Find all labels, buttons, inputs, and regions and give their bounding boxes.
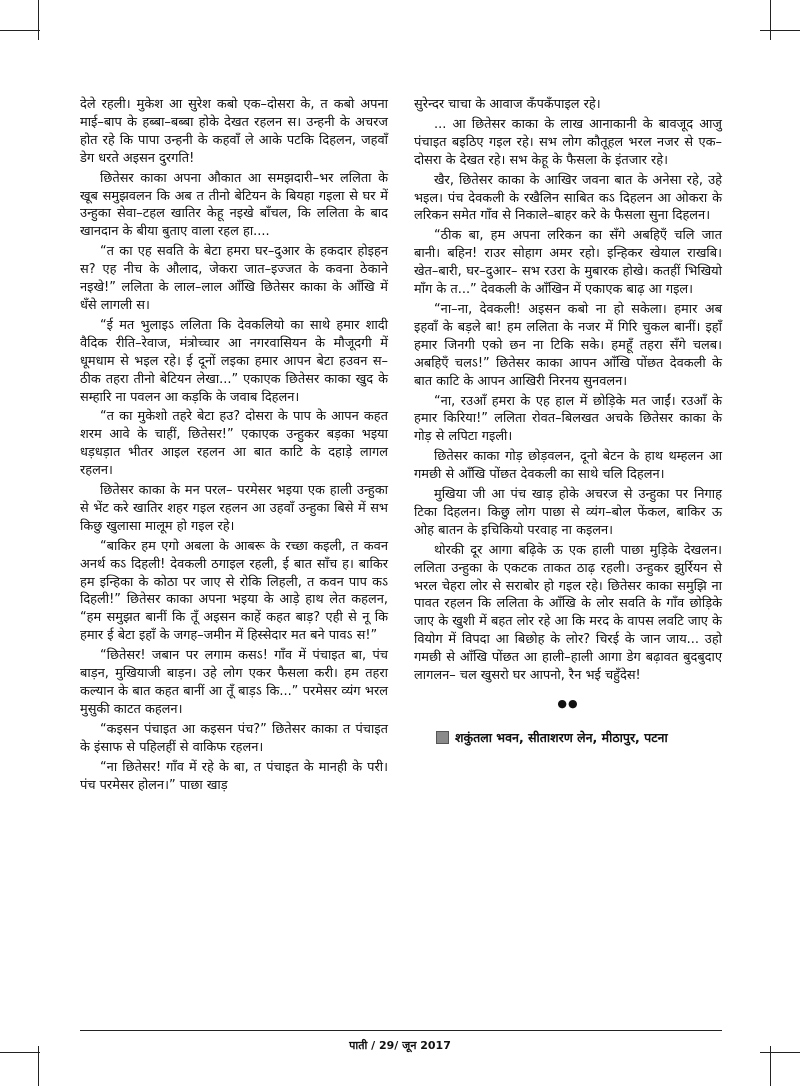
paragraph: “छितेसर! जबान पर लगाम कसऽ! गाँव में पंचाइत बा, पंच बाड़न, मुखियाजी बाड़न। उहे लोग एकर फैसला करी। हम तहरा कल्यान के बात कहत बानीं आ तूँ बाड़ऽ कि...” परमेसर व्यंग भरल मुसुकी काटत कहलन। <box>80 648 388 717</box>
paragraph: “ई मत भुलाइऽ ललिता कि देवकलियो का साथे हमार शादी वैदिक रीति–रेवाज, मंत्रोच्चार आ नगरवासियन के मौजूदगी में धूमधाम से भइल रहे। ई दूनों लइका हमार आपन बेटा हउवन स–ठीक तहरा तीनो बेटियन लेखा...” एकाएक छितेसर काका खुद के सम्हारि ना पवलन आ कड़कि के जवाब दिहलन। <box>80 317 388 405</box>
story-page <box>80 96 722 1026</box>
end-mark: ●● <box>557 697 579 710</box>
paragraph: “ना–ना, देवकली! अइसन कबो ना हो सकेला। हमार अब इहवाँ के बड़ले बा! हम ललिता के नजर में गिरि चुकल बानीं। इहाँ हमार जिनगी एको छन ना टिकि सके। हमहूँ तहरा सँगे चलब। अबहिएँ चलऽ!” छितेसर काका आपन आँखि पोंछत देवकली के बात काटि के आपन आखिरी निरनय सुनवलन। <box>414 301 722 389</box>
paragraph: सुरेन्दर चाचा के आवाज कँपकँपाइल रहे। <box>414 97 601 112</box>
paragraph: “ना, रउआँ हमरा के एह हाल में छोड़िके मत जाईं। रउआँ के हमार किरिया!” ललिता रोवत–बिलखत अचके छितेसर काका के गोड़ से लपिटा गइली। <box>414 393 722 445</box>
author-address: शकुंतला भवन, सीताशरण लेन, मीठापुर, पटना <box>455 729 668 745</box>
square-bullet-icon <box>436 731 449 744</box>
paragraph: मुखिया जी आ पंच खाड़ होके अचरज से उन्हुका पर निगाह टिका दिहलन। किछु लोग पाछा से व्यंग–बोल फेंकल, बाकिर ऊ ओह बातन के इचिकियो परवाह ना कइलन। <box>414 487 722 538</box>
paragraph: खैर, छितेसर काका के आखिर जवना बात के अनेसा रहे, उहे भइल। पंच देवकली के रखैलिन साबित कऽ दिहलन आ ओकरा के लरिकन समेत गाँव से निकाले–बाहर करे के फैसला सुना दिहलन। <box>414 172 722 224</box>
page-footer: पाती / 29/ जून 2017 <box>349 1039 451 1052</box>
crop-mark <box>770 0 771 40</box>
paragraph: देले रहली। मुकेश आ सुरेश कबो एक–दोसरा के, त कबो अपना माई–बाप के हब्बा–बब्बा होके देखत रहलन स। उन्हनी के अचरज होत रहे कि पापा उन्हनी के कहवाँ ले आके पटकि दिहलन, जहवाँ डेग धरते अइसन दुरगति! <box>80 97 388 166</box>
paragraph: “कइसन पंचाइत आ कइसन पंच?” छितेसर काका त पंचाइत के इंसाफ से पहिलहीं से वाकिफ रहलन। <box>80 721 388 755</box>
paragraph: छितेसर काका के मन परल– परमेसर भइया एक हाली उन्हुका से भेंट करे खातिर शहर गइल रहलन आ उहवाँ उन्हुका बिसे में सभ किछु खुलासा मालूम हो गइल रहे। <box>80 483 388 534</box>
paragraph: छितेसर काका अपना औकात आ समझदारी–भर ललिता के खूब समुझवलन कि अब त तीनो बेटियन के बियहा गइला से घर में उन्हुका सेवा–टहल खातिर केहू नइखे बाँचल, कि ललिता के बाद खानदान के बीया बुताए वाला रहल हा.... <box>80 170 388 240</box>
crop-mark <box>38 0 39 40</box>
crop-mark <box>760 30 800 31</box>
paragraph: “बाकिर हम एगो अबला के आबरू के रच्छा कइली, त कवन अनर्थ कऽ दिहली! देवकली ठगाइल रहली, ई बात साँच ह। बाकिर हम इन्हिका के कोठा पर जाए से रोकि लिहली, त कवन पाप कऽ दिहली!” छितेसर काका अपना भइया के आड़े हाथ लेत कहलन, “हम समुझत बानीं कि तूँ अइसन काहें कहत बाड़? एही से नू कि हमार ई बेटा इहाँ के जगह–जमीन में हिस्सेदार मत बने पावऽ स!” <box>80 538 388 644</box>
crop-mark <box>0 30 40 31</box>
paragraph: “त का मुकेशो तहरे बेटा हउ? दोसरा के पाप के आपन कहत शरम आवे के चाहीं, छितेसर!” एकाएक उन्हुकर बड़का भइया धड़धड़ात भीतर आइल रहलन आ बात काटि के दहाड़े लागल रहलन। <box>80 409 388 479</box>
paragraph: थोरकी दूर आगा बढ़िके ऊ एक हाली पाछा मुड़िके देखलन। ललिता उन्हुका के एकटक ताकत ठाढ़ रहली। उन्हुकर झुर्रियन से भरल चेहरा लोर से सराबोर हो गइल रहे। छितेसर काका समुझि ना पावत रहलन कि ललिता के आँखि के लोर सवति के गाँव छोड़िके जाए के खुशी में बहत लोर रहे आ कि मरद के वापस लवटि जाए के वियोग में विपदा आ बिछोह के लोर? चिरई के जान जाय... उहो गमछी से आँखि पोंछत आ हाली–हाली आगा डेग बढ़ावत बुदबुदाए लागलन– चल खुसरो घर आपनो, रैन भई चहुँदेस! <box>414 542 722 684</box>
left-column <box>80 96 388 796</box>
paragraph: “त का एह सवति के बेटा हमरा घर–दुआर के हकदार होइहन स? एह नीच के औलाद, जेकरा जात–इज्जत के कवना ठेकाने नइखे!” ललिता के लाल–लाल आँखि छितेसर काका के आँखि में धँसे लागली स। <box>80 244 388 313</box>
footer-rule <box>80 1030 722 1031</box>
paragraph: “ना छितेसर! गाँव में रहे के बा, त पंचाइत के मानही के परी। पंच परमेसर होलन।” पाछा खाड़ <box>80 759 388 793</box>
paragraph: “ठीक बा, हम अपना लरिकन का सँगे अबहिएँ चलि जात बानी। बहिन! राउर सोहाग अमर रहो। इन्हिकर खेयाल राखबि। खेत–बारी, घर–दुआर– सभ रउरा के मुबारक होखे। कतहीं भिखियो माँग के त...” देवकली के आँखिन में एकाएक बाढ़ आ गइल। <box>414 228 722 298</box>
paragraph: छितेसर काका गोड़ छोड़वलन, दूनो बेटन के हाथ थम्हलन आ गमछी से आँखि पोंछत देवकली का साथे चलि दिहलन। <box>414 449 722 483</box>
author-address-block <box>414 729 722 747</box>
paragraph: ... आ छितेसर काका के लाख आनाकानी के बावजूद आजु पंचाइत बइठिए गइल रहे। सभ लोग कौतूहल भरल नजर से एक–दोसरा के देखत रहे। सभ केहू के फैसला के इंतजार रहे। <box>414 116 722 168</box>
right-column <box>414 96 722 747</box>
